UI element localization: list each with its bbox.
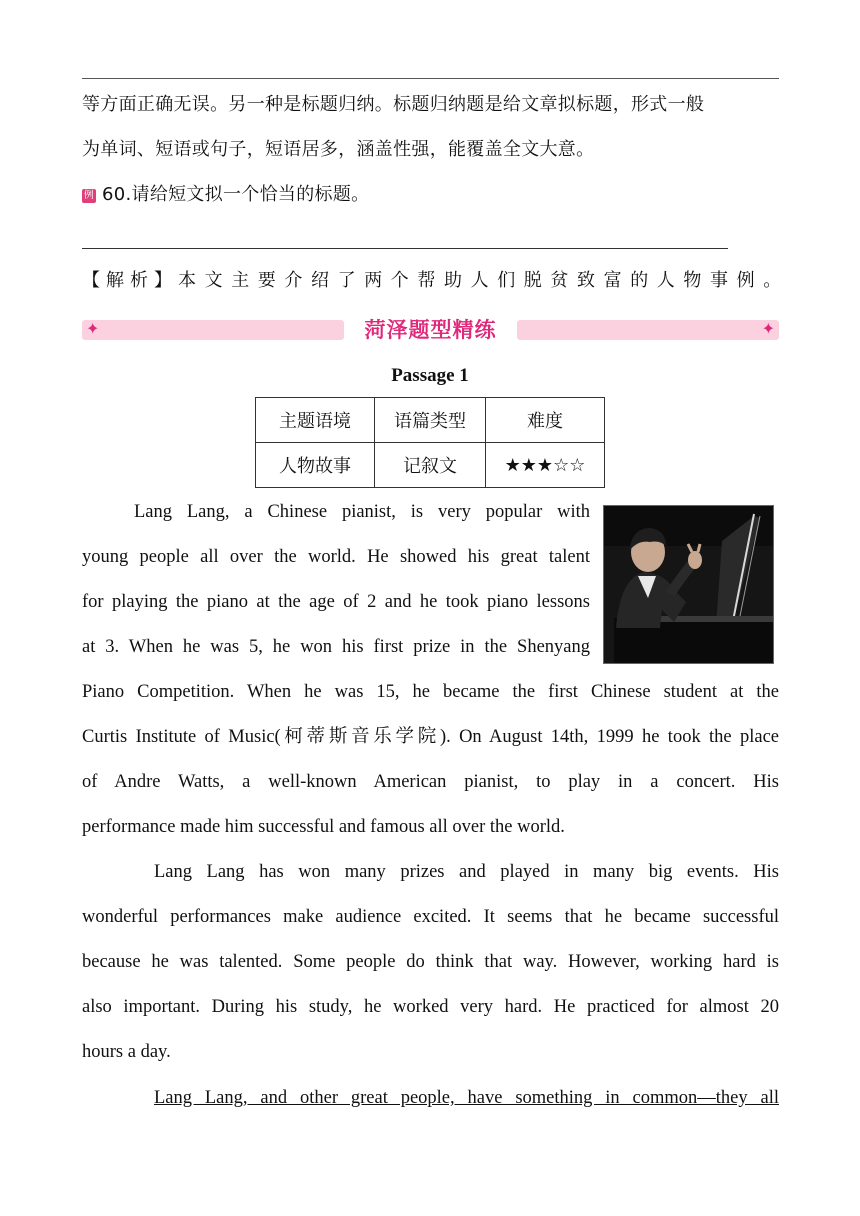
star-icon: ✦ bbox=[761, 321, 775, 338]
intro-line-1: 等方面正确无误。另一种是标题归纳。标题归纳题是给文章拟标题，形式一般 bbox=[82, 94, 705, 115]
p1-line-2: young people all over the world. He showed his great talent bbox=[82, 547, 590, 567]
table-header-row bbox=[256, 398, 605, 443]
p1-line-3: for playing the piano at the age of 2 and he took piano lessons bbox=[82, 592, 590, 612]
example-question-text: 60.请给短文拟一个恰当的标题。 bbox=[102, 184, 370, 205]
star-icon: ✦ bbox=[86, 321, 100, 338]
table-cell: 记叙文 bbox=[375, 443, 486, 488]
p2-line-1: Lang Lang has won many prizes and played in many big events. His bbox=[154, 862, 779, 882]
analysis-text: 本文主要介绍了两个帮助人们脱贫致富的人物事例。 bbox=[178, 270, 790, 291]
p2-line-5: hours a day. bbox=[82, 1042, 171, 1062]
pianist-photo bbox=[603, 505, 774, 664]
analysis-line bbox=[82, 266, 790, 292]
table-cell: 人物故事 bbox=[256, 443, 375, 488]
difficulty-stars: ★★★☆☆ bbox=[486, 443, 605, 488]
p1-line-6: Curtis Institute of Music(柯蒂斯音乐学院). On August 14th, 1999 he took the place bbox=[82, 727, 779, 747]
p2-line-2: wonderful performances make audience excited. It seems that he became successful bbox=[82, 907, 779, 927]
p2-line-3: because he was talented. Some people do think that way. However, working hard is bbox=[82, 952, 779, 972]
p1-line-4: at 3. When he was 5, he won his first prize in the Shenyang bbox=[82, 637, 590, 657]
p1-line-1: Lang Lang, a Chinese pianist, is very popular with bbox=[134, 502, 590, 522]
answer-blank-line[interactable] bbox=[82, 248, 728, 249]
p1-line-5: Piano Competition. When he was 15, he became the first Chinese student at the bbox=[82, 682, 779, 702]
analysis-label: 【解析】 bbox=[82, 270, 178, 291]
pianist-photo-image bbox=[604, 506, 773, 663]
section-banner bbox=[82, 317, 779, 343]
top-divider bbox=[82, 78, 779, 79]
banner-bar-right bbox=[517, 320, 779, 340]
p1-line-8: performance made him successful and famous all over the world. bbox=[82, 817, 565, 837]
banner-title: 菏泽题型精练 bbox=[364, 318, 497, 342]
banner-bar-left bbox=[82, 320, 344, 340]
p1-line-7: of Andre Watts, a well-known American pianist, to play in a concert. His bbox=[82, 772, 779, 792]
table-cell: 难度 bbox=[486, 398, 605, 443]
example-question bbox=[82, 172, 779, 217]
passage-title: Passage 1 bbox=[391, 365, 469, 386]
table-cell: 主题语境 bbox=[256, 398, 375, 443]
passage-info-table bbox=[255, 397, 605, 488]
intro-line-2: 为单词、短语或句子，短语居多，涵盖性强，能覆盖全文大意。 bbox=[82, 139, 595, 160]
table-cell: 语篇类型 bbox=[375, 398, 486, 443]
p2-line-4: also important. During his study, he worked very hard. He practiced for almost 20 bbox=[82, 997, 779, 1017]
p3-underlined-sentence: Lang Lang, and other great people, have something in common—they all bbox=[154, 1088, 779, 1108]
table-row bbox=[256, 443, 605, 488]
example-badge: 例 bbox=[83, 190, 95, 201]
